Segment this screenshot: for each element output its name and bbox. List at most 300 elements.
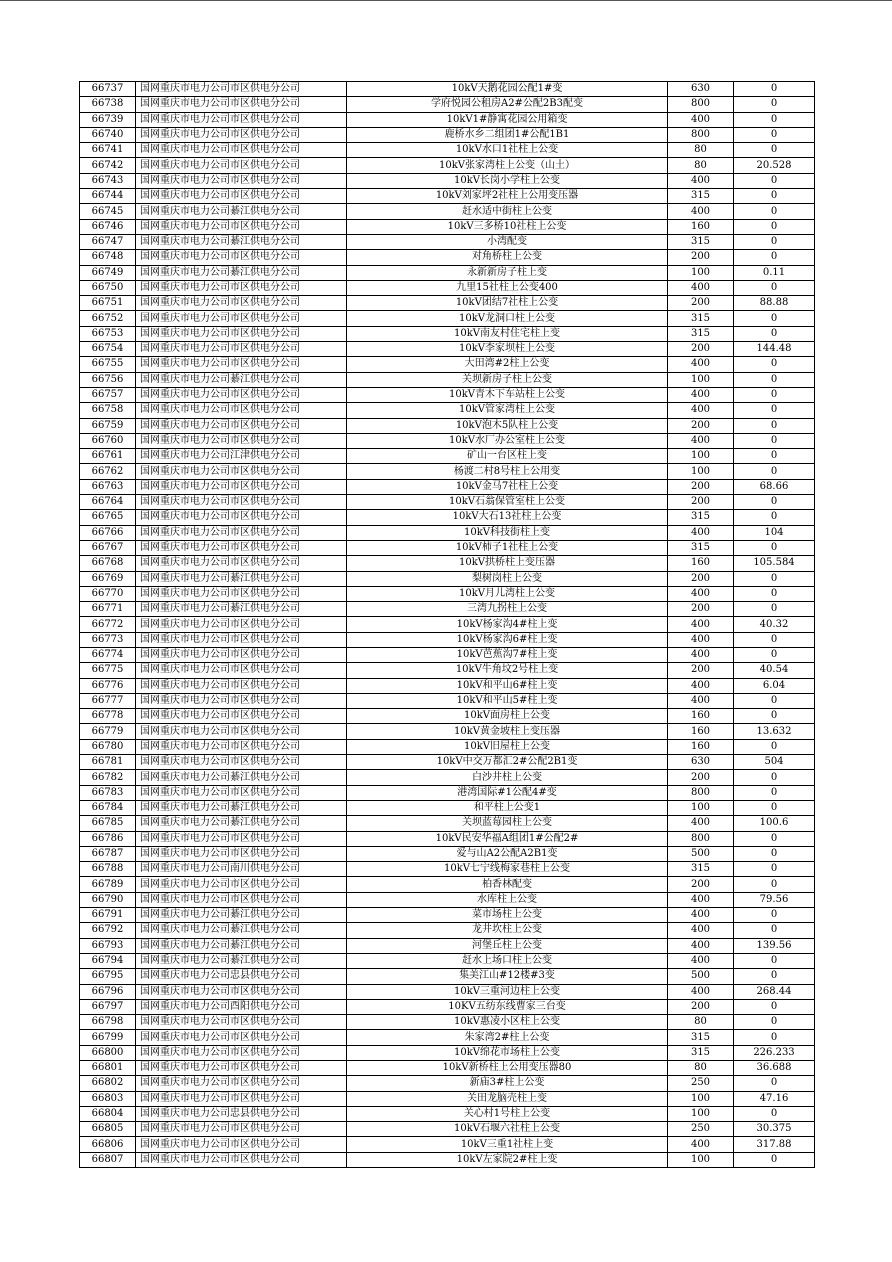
value-cell: 30.375 (734, 1122, 815, 1137)
company-cell: 国网重庆市电力公司市区供电分公司 (136, 877, 347, 892)
table-row (80, 357, 815, 372)
transformer-name-cell: 10kV石堰六社柱上公变 (347, 1122, 668, 1137)
value-cell: 0 (734, 82, 815, 97)
record-id-cell: 66789 (80, 877, 136, 892)
record-id-cell: 66766 (80, 525, 136, 540)
table-row (80, 923, 815, 938)
transformer-name-cell: 10kV团结7社柱上公变 (347, 296, 668, 311)
record-id-cell: 66787 (80, 846, 136, 861)
company-cell: 国网重庆市电力公司市区供电分公司 (136, 97, 347, 112)
capacity-cell: 800 (668, 97, 734, 112)
value-cell: 36.688 (734, 1061, 815, 1076)
record-id-cell: 66760 (80, 433, 136, 448)
record-id-cell: 66745 (80, 204, 136, 219)
transformer-name-cell: 10kV面房柱上公变 (347, 709, 668, 724)
company-cell: 国网重庆市电力公司市区供电分公司 (136, 311, 347, 326)
record-id-cell: 66771 (80, 602, 136, 617)
record-id-cell: 66794 (80, 953, 136, 968)
capacity-cell: 400 (668, 433, 734, 448)
capacity-cell: 200 (668, 571, 734, 586)
table-row (80, 464, 815, 479)
record-id-cell: 66768 (80, 556, 136, 571)
company-cell: 国网重庆市电力公司綦江供电分公司 (136, 938, 347, 953)
table-row (80, 831, 815, 846)
transformer-name-cell: 白沙井柱上公变 (347, 770, 668, 785)
transformer-name-cell: 10kV三重1社柱上变 (347, 1137, 668, 1152)
value-cell: 226.233 (734, 1045, 815, 1060)
value-cell: 20.528 (734, 158, 815, 173)
record-id-cell: 66741 (80, 143, 136, 158)
table-row (80, 800, 815, 815)
transformer-name-cell: 10kV南友村住宅柱上变 (347, 326, 668, 341)
company-cell: 国网重庆市电力公司市区供电分公司 (136, 892, 347, 907)
company-cell: 国网重庆市电力公司市区供电分公司 (136, 479, 347, 494)
value-cell: 0 (734, 219, 815, 234)
value-cell: 0 (734, 418, 815, 433)
transformer-name-cell: 10kV长岗小学柱上公变 (347, 173, 668, 188)
transformer-name-cell: 柏香林配变 (347, 877, 668, 892)
value-cell: 0 (734, 97, 815, 112)
company-cell: 国网重庆市电力公司綦江供电分公司 (136, 923, 347, 938)
table-row (80, 663, 815, 678)
record-id-cell: 66764 (80, 495, 136, 510)
capacity-cell: 400 (668, 112, 734, 127)
capacity-cell: 100 (668, 1091, 734, 1106)
record-id-cell: 66783 (80, 785, 136, 800)
capacity-cell: 100 (668, 1152, 734, 1167)
transformer-name-cell: 10kV月儿湾柱上公变 (347, 586, 668, 601)
transformer-name-cell: 10kV绵花市场柱上公变 (347, 1045, 668, 1060)
company-cell: 国网重庆市电力公司市区供电分公司 (136, 525, 347, 540)
table-row (80, 969, 815, 984)
table-body (80, 82, 815, 1168)
table-row (80, 1122, 815, 1137)
table-row (80, 326, 815, 341)
table-row (80, 372, 815, 387)
value-cell: 0 (734, 204, 815, 219)
capacity-cell: 400 (668, 953, 734, 968)
transformer-name-cell: 学府悦园公租房A2#公配2B3配变 (347, 97, 668, 112)
transformer-name-cell: 10kV杨家沟6#柱上变 (347, 632, 668, 647)
transformer-name-cell: 矿山一台区柱上变 (347, 449, 668, 464)
transformer-name-cell: 菜市场柱上公变 (347, 908, 668, 923)
record-id-cell: 66777 (80, 693, 136, 708)
capacity-cell: 200 (668, 479, 734, 494)
table-row (80, 1137, 815, 1152)
table-row (80, 724, 815, 739)
capacity-cell: 400 (668, 892, 734, 907)
transformer-name-cell: 10kV七宁线梅家巷柱上公变 (347, 862, 668, 877)
value-cell: 13.632 (734, 724, 815, 739)
record-id-cell: 66782 (80, 770, 136, 785)
company-cell: 国网重庆市电力公司綦江供电分公司 (136, 953, 347, 968)
table-row (80, 586, 815, 601)
table-row (80, 97, 815, 112)
transformer-name-cell: 小湾配变 (347, 234, 668, 249)
company-cell: 国网重庆市电力公司綦江供电分公司 (136, 234, 347, 249)
capacity-cell: 400 (668, 693, 734, 708)
capacity-cell: 315 (668, 234, 734, 249)
transformer-name-cell: 10kV科技街柱上变 (347, 525, 668, 540)
value-cell: 0 (734, 112, 815, 127)
value-cell: 0 (734, 923, 815, 938)
company-cell: 国网重庆市电力公司綦江供电分公司 (136, 204, 347, 219)
value-cell: 0 (734, 311, 815, 326)
value-cell: 47.16 (734, 1091, 815, 1106)
value-cell: 0 (734, 586, 815, 601)
company-cell: 国网重庆市电力公司綦江供电分公司 (136, 571, 347, 586)
table-row (80, 189, 815, 204)
table-row (80, 908, 815, 923)
capacity-cell: 200 (668, 250, 734, 265)
table-row (80, 953, 815, 968)
capacity-cell: 315 (668, 1045, 734, 1060)
transformer-name-cell: 10kV杨家沟4#柱上变 (347, 617, 668, 632)
transformer-name-cell: 10kV泡木5队柱上公变 (347, 418, 668, 433)
capacity-cell: 250 (668, 1122, 734, 1137)
table-row (80, 1076, 815, 1091)
table-row (80, 342, 815, 357)
record-id-cell: 66776 (80, 678, 136, 693)
transformer-name-cell: 梨树岗柱上公变 (347, 571, 668, 586)
company-cell: 国网重庆市电力公司市区供电分公司 (136, 82, 347, 97)
transformer-name-cell: 赶水适中街柱上公变 (347, 204, 668, 219)
table-row (80, 387, 815, 402)
company-cell: 国网重庆市电力公司綦江供电分公司 (136, 908, 347, 923)
record-id-cell: 66737 (80, 82, 136, 97)
record-id-cell: 66770 (80, 586, 136, 601)
transformer-name-cell: 关心村1号柱上公变 (347, 1106, 668, 1121)
capacity-cell: 100 (668, 800, 734, 815)
transformer-name-cell: 10kV三重河边柱上公变 (347, 984, 668, 999)
value-cell: 0 (734, 495, 815, 510)
record-id-cell: 66796 (80, 984, 136, 999)
value-cell: 0 (734, 250, 815, 265)
capacity-cell: 200 (668, 602, 734, 617)
record-id-cell: 66767 (80, 540, 136, 555)
capacity-cell: 315 (668, 326, 734, 341)
record-id-cell: 66756 (80, 372, 136, 387)
company-cell: 国网重庆市电力公司市区供电分公司 (136, 357, 347, 372)
value-cell: 105.584 (734, 556, 815, 571)
record-id-cell: 66748 (80, 250, 136, 265)
transformer-name-cell: 河堡丘柱上公变 (347, 938, 668, 953)
record-id-cell: 66778 (80, 709, 136, 724)
transformer-name-cell: 10kV管家湾柱上公变 (347, 403, 668, 418)
table-row (80, 602, 815, 617)
table-row (80, 403, 815, 418)
record-id-cell: 66779 (80, 724, 136, 739)
company-cell: 国网重庆市电力公司市区供电分公司 (136, 739, 347, 754)
record-id-cell: 66739 (80, 112, 136, 127)
table-row (80, 296, 815, 311)
table-row (80, 709, 815, 724)
value-cell: 0 (734, 1015, 815, 1030)
value-cell: 0 (734, 1106, 815, 1121)
transformer-name-cell: 永新新房子柱上变 (347, 265, 668, 280)
company-cell: 国网重庆市电力公司市区供电分公司 (136, 418, 347, 433)
value-cell: 0 (734, 785, 815, 800)
record-id-cell: 66749 (80, 265, 136, 280)
transformer-name-cell: 关坝蓝莓园柱上公变 (347, 816, 668, 831)
capacity-cell: 400 (668, 632, 734, 647)
company-cell: 国网重庆市电力公司綦江供电分公司 (136, 816, 347, 831)
company-cell: 国网重庆市电力公司市区供电分公司 (136, 250, 347, 265)
value-cell: 100.6 (734, 816, 815, 831)
record-id-cell: 66793 (80, 938, 136, 953)
capacity-cell: 315 (668, 540, 734, 555)
table-row (80, 816, 815, 831)
capacity-cell: 800 (668, 831, 734, 846)
value-cell: 0 (734, 1152, 815, 1167)
record-id-cell: 66801 (80, 1061, 136, 1076)
value-cell: 139.56 (734, 938, 815, 953)
transformer-name-cell: 10kV水厂办公室柱上公变 (347, 433, 668, 448)
capacity-cell: 500 (668, 969, 734, 984)
capacity-cell: 100 (668, 372, 734, 387)
table-row (80, 479, 815, 494)
record-id-cell: 66798 (80, 1015, 136, 1030)
value-cell: 0 (734, 908, 815, 923)
transformer-name-cell: 10kV1#静寓花园公用箱变 (347, 112, 668, 127)
record-id-cell: 66750 (80, 280, 136, 295)
transformer-name-cell: 九里15社柱上公变400 (347, 280, 668, 295)
record-id-cell: 66797 (80, 999, 136, 1014)
record-id-cell: 66763 (80, 479, 136, 494)
value-cell: 0 (734, 709, 815, 724)
table-row (80, 693, 815, 708)
table-row (80, 510, 815, 525)
record-id-cell: 66761 (80, 449, 136, 464)
capacity-cell: 400 (668, 525, 734, 540)
record-id-cell: 66790 (80, 892, 136, 907)
value-cell: 0 (734, 831, 815, 846)
record-id-cell: 66775 (80, 663, 136, 678)
transformer-name-cell: 龙井坎柱上公变 (347, 923, 668, 938)
capacity-cell: 400 (668, 617, 734, 632)
value-cell: 0 (734, 999, 815, 1014)
table-row (80, 892, 815, 907)
table-row (80, 418, 815, 433)
value-cell: 0.11 (734, 265, 815, 280)
company-cell: 国网重庆市电力公司市区供电分公司 (136, 647, 347, 662)
capacity-cell: 160 (668, 709, 734, 724)
capacity-cell: 100 (668, 449, 734, 464)
table-row (80, 525, 815, 540)
record-id-cell: 66742 (80, 158, 136, 173)
record-id-cell: 66773 (80, 632, 136, 647)
record-id-cell: 66795 (80, 969, 136, 984)
record-id-cell: 66747 (80, 234, 136, 249)
transformer-name-cell: 10kV牛角坟2号柱上变 (347, 663, 668, 678)
transformer-name-cell: 10kV天鹅花园公配1#变 (347, 82, 668, 97)
value-cell: 0 (734, 143, 815, 158)
table-row (80, 234, 815, 249)
capacity-cell: 630 (668, 755, 734, 770)
value-cell: 0 (734, 280, 815, 295)
company-cell: 国网重庆市电力公司市区供电分公司 (136, 617, 347, 632)
record-id-cell: 66785 (80, 816, 136, 831)
capacity-cell: 400 (668, 923, 734, 938)
table-row (80, 647, 815, 662)
company-cell: 国网重庆市电力公司市区供电分公司 (136, 1122, 347, 1137)
record-id-cell: 66784 (80, 800, 136, 815)
record-id-cell: 66803 (80, 1091, 136, 1106)
record-id-cell: 66758 (80, 403, 136, 418)
capacity-cell: 200 (668, 999, 734, 1014)
capacity-cell: 200 (668, 296, 734, 311)
capacity-cell: 80 (668, 143, 734, 158)
value-cell: 0 (734, 387, 815, 402)
table-row (80, 540, 815, 555)
table-row (80, 984, 815, 999)
transformer-name-cell: 10kV青木下车站柱上公变 (347, 387, 668, 402)
table-row (80, 1015, 815, 1030)
value-cell: 0 (734, 877, 815, 892)
record-id-cell: 66786 (80, 831, 136, 846)
capacity-cell: 315 (668, 510, 734, 525)
transformer-name-cell: 10kV水口1社柱上公变 (347, 143, 668, 158)
capacity-cell: 315 (668, 311, 734, 326)
transformer-name-cell: 10kV惠凌小区柱上公变 (347, 1015, 668, 1030)
company-cell: 国网重庆市电力公司綦江供电分公司 (136, 602, 347, 617)
capacity-cell: 160 (668, 219, 734, 234)
record-id-cell: 66805 (80, 1122, 136, 1137)
capacity-cell: 80 (668, 1061, 734, 1076)
capacity-cell: 400 (668, 357, 734, 372)
capacity-cell: 400 (668, 387, 734, 402)
table-row (80, 280, 815, 295)
company-cell: 国网重庆市电力公司市区供电分公司 (136, 693, 347, 708)
value-cell: 0 (734, 449, 815, 464)
company-cell: 国网重庆市电力公司忠县供电分公司 (136, 969, 347, 984)
record-id-cell: 66752 (80, 311, 136, 326)
table-row (80, 770, 815, 785)
record-id-cell: 66746 (80, 219, 136, 234)
company-cell: 国网重庆市电力公司市区供电分公司 (136, 296, 347, 311)
company-cell: 国网重庆市电力公司市区供电分公司 (136, 173, 347, 188)
value-cell: 0 (734, 647, 815, 662)
transformer-name-cell: 10kV张家湾柱上公变（山土） (347, 158, 668, 173)
value-cell: 0 (734, 173, 815, 188)
capacity-cell: 250 (668, 1076, 734, 1091)
company-cell: 国网重庆市电力公司市区供电分公司 (136, 663, 347, 678)
capacity-cell: 100 (668, 464, 734, 479)
table-row (80, 433, 815, 448)
transformer-name-cell: 港湾国际#1公配4#变 (347, 785, 668, 800)
company-cell: 国网重庆市电力公司市区供电分公司 (136, 724, 347, 739)
company-cell: 国网重庆市电力公司市区供电分公司 (136, 755, 347, 770)
capacity-cell: 200 (668, 342, 734, 357)
record-id-cell: 66759 (80, 418, 136, 433)
company-cell: 国网重庆市电力公司市区供电分公司 (136, 785, 347, 800)
transformer-name-cell: 杨渡二村8号柱上公用变 (347, 464, 668, 479)
capacity-cell: 630 (668, 82, 734, 97)
transformer-name-cell: 水库柱上公变 (347, 892, 668, 907)
capacity-cell: 400 (668, 908, 734, 923)
record-id-cell: 66788 (80, 862, 136, 877)
value-cell: 0 (734, 1030, 815, 1045)
record-id-cell: 66765 (80, 510, 136, 525)
record-id-cell: 66791 (80, 908, 136, 923)
table-row (80, 739, 815, 754)
table-row (80, 173, 815, 188)
capacity-cell: 200 (668, 877, 734, 892)
table-row (80, 1152, 815, 1167)
company-cell: 国网重庆市电力公司市区供电分公司 (136, 342, 347, 357)
page-top-rule (0, 0, 892, 1)
capacity-cell: 400 (668, 678, 734, 693)
company-cell: 国网重庆市电力公司市区供电分公司 (136, 1137, 347, 1152)
company-cell: 国网重庆市电力公司江津供电分公司 (136, 449, 347, 464)
record-id-cell: 66744 (80, 189, 136, 204)
transformer-name-cell: 大田湾#2柱上公变 (347, 357, 668, 372)
company-cell: 国网重庆市电力公司市区供电分公司 (136, 189, 347, 204)
capacity-cell: 400 (668, 403, 734, 418)
company-cell: 国网重庆市电力公司市区供电分公司 (136, 280, 347, 295)
table-row (80, 311, 815, 326)
company-cell: 国网重庆市电力公司市区供电分公司 (136, 1152, 347, 1167)
transformer-name-cell: 对角桥柱上公变 (347, 250, 668, 265)
value-cell: 68.66 (734, 479, 815, 494)
record-id-cell: 66757 (80, 387, 136, 402)
company-cell: 国网重庆市电力公司市区供电分公司 (136, 540, 347, 555)
transformer-name-cell: 新庙3#柱上公变 (347, 1076, 668, 1091)
record-id-cell: 66802 (80, 1076, 136, 1091)
table-row (80, 571, 815, 586)
company-cell: 国网重庆市电力公司市区供电分公司 (136, 127, 347, 142)
capacity-cell: 800 (668, 785, 734, 800)
company-cell: 国网重庆市电力公司市区供电分公司 (136, 433, 347, 448)
transformer-name-cell: 朱家湾2#柱上公变 (347, 1030, 668, 1045)
capacity-cell: 160 (668, 724, 734, 739)
table-row (80, 755, 815, 770)
table-row (80, 1045, 815, 1060)
table-row (80, 785, 815, 800)
table-row (80, 617, 815, 632)
transformer-name-cell: 三湾九拐柱上公变 (347, 602, 668, 617)
transformer-name-cell: 集美江山#12楼#3变 (347, 969, 668, 984)
capacity-cell: 80 (668, 1015, 734, 1030)
value-cell: 0 (734, 1076, 815, 1091)
transformer-name-cell: 关坝新房子柱上公变 (347, 372, 668, 387)
table-row (80, 449, 815, 464)
company-cell: 国网重庆市电力公司市区供电分公司 (136, 984, 347, 999)
value-cell: 0 (734, 189, 815, 204)
table-row (80, 1061, 815, 1076)
record-id-cell: 66781 (80, 755, 136, 770)
capacity-cell: 200 (668, 495, 734, 510)
table-row (80, 999, 815, 1014)
record-id-cell: 66754 (80, 342, 136, 357)
value-cell: 79.56 (734, 892, 815, 907)
table-row (80, 143, 815, 158)
value-cell: 144.48 (734, 342, 815, 357)
company-cell: 国网重庆市电力公司市区供电分公司 (136, 846, 347, 861)
company-cell: 国网重庆市电力公司市区供电分公司 (136, 158, 347, 173)
value-cell: 0 (734, 540, 815, 555)
value-cell: 0 (734, 464, 815, 479)
transformer-table (79, 81, 815, 1168)
transformer-name-cell: 10kV新桥柱上公用变压器80 (347, 1061, 668, 1076)
value-cell: 88.88 (734, 296, 815, 311)
value-cell: 0 (734, 357, 815, 372)
capacity-cell: 100 (668, 1106, 734, 1121)
company-cell: 国网重庆市电力公司南川供电分公司 (136, 862, 347, 877)
table-row (80, 112, 815, 127)
value-cell: 0 (734, 632, 815, 647)
table-row (80, 938, 815, 953)
